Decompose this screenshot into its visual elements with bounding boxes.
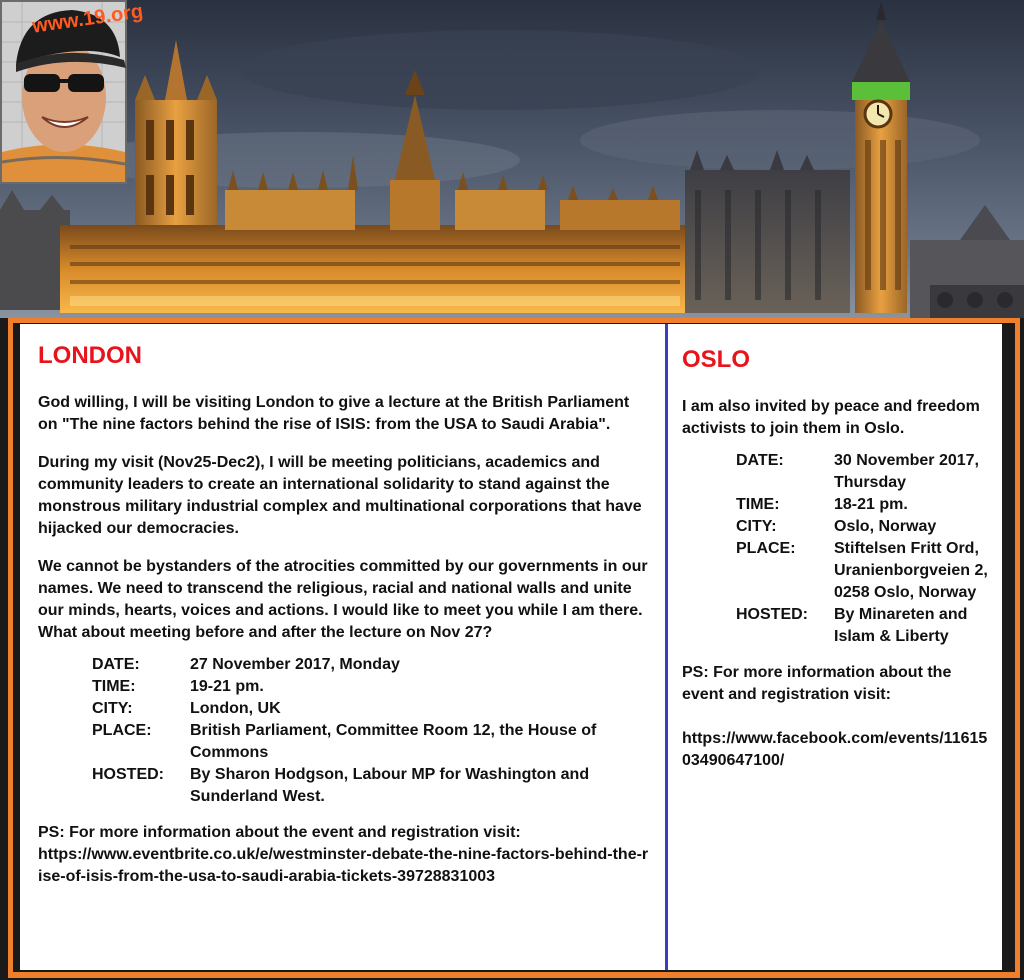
detail-value: British Parliament, Committee Room 12, the House of Commons — [190, 722, 597, 761]
detail-value: 30 November 2017, Thursday — [834, 452, 979, 491]
london-paragraph: We cannot be bystanders of the atrocities committed by our governments in our names. We need to transcend the religious, racial and national walls and unite our minds, hearts, voices and actions. I would like to meet you while I am there. What about meeting before and after the lecture on Nov 27? — [38, 558, 648, 641]
detail-row-city — [736, 516, 990, 538]
oslo-registration-link[interactable]: https://www.facebook.com/events/1161503490647100/ — [682, 730, 988, 769]
detail-row-hosted — [92, 764, 652, 808]
detail-value: By Sharon Hodgson, Labour MP for Washington and Sunderland West. — [190, 766, 590, 805]
cap-logo-text: www.19.org — [30, 0, 145, 38]
detail-row-date — [736, 450, 990, 494]
detail-label: PLACE: — [736, 540, 796, 557]
oslo-paragraph: I am also invited by peace and freedom activists to join them in Oslo. — [682, 398, 980, 437]
london-registration-link[interactable]: https://www.eventbrite.co.uk/e/westminster-debate-the-nine-factors-behind-the-rise-of-isis-from-the-usa-to-saudi-arabia-tickets-39728831003 — [38, 846, 649, 885]
oslo-panel — [668, 324, 1002, 970]
detail-label: HOSTED: — [736, 606, 808, 623]
london-event-details — [92, 654, 652, 808]
detail-row-city — [92, 698, 652, 720]
detail-value: By Minareten and Islam & Liberty — [834, 606, 968, 645]
detail-row-place — [92, 720, 652, 764]
london-paragraph: God willing, I will be visiting London to give a lecture at the British Parliament on "The nine factors behind the rise of ISIS: from the USA to Saudi Arabia". — [38, 394, 630, 433]
detail-label: PLACE: — [92, 722, 152, 739]
parliament-illustration — [0, 0, 1024, 318]
oslo-ps: PS: For more information about the event and registration visit: — [682, 664, 952, 703]
detail-label: TIME: — [736, 496, 780, 513]
oslo-heading: OSLO — [682, 346, 751, 373]
oslo-event-details — [736, 450, 990, 648]
detail-row-time — [736, 494, 990, 516]
detail-value: 27 November 2017, Monday — [190, 656, 400, 673]
london-ps: PS: For more information about the event and registration visit: — [38, 824, 521, 841]
banner-parliament-image — [0, 0, 1024, 318]
detail-row-date — [92, 654, 652, 676]
detail-value: 19-21 pm. — [190, 678, 264, 695]
avatar — [0, 0, 145, 184]
detail-row-hosted — [736, 604, 990, 648]
london-heading: LONDON — [38, 342, 142, 369]
detail-label: DATE: — [736, 452, 784, 469]
detail-label: HOSTED: — [92, 766, 164, 783]
detail-label: CITY: — [92, 700, 133, 717]
detail-row-place — [736, 538, 990, 604]
detail-value: Stiftelsen Fritt Ord, Uranienborgveien 2, 0258 Oslo, Norway — [834, 540, 988, 601]
detail-value: London, UK — [190, 700, 281, 717]
detail-row-time — [92, 676, 652, 698]
detail-label: TIME: — [92, 678, 136, 695]
detail-value: 18-21 pm. — [834, 496, 908, 513]
london-panel — [20, 324, 666, 970]
london-paragraph: During my visit (Nov25-Dec2), I will be meeting politicians, academics and community leaders to create an international solidarity to stand against the monstrous military industrial complex and multinational corporations that have hijacked our democracies. — [38, 454, 642, 537]
detail-value: Oslo, Norway — [834, 518, 937, 535]
detail-label: CITY: — [736, 518, 777, 535]
detail-label: DATE: — [92, 656, 140, 673]
